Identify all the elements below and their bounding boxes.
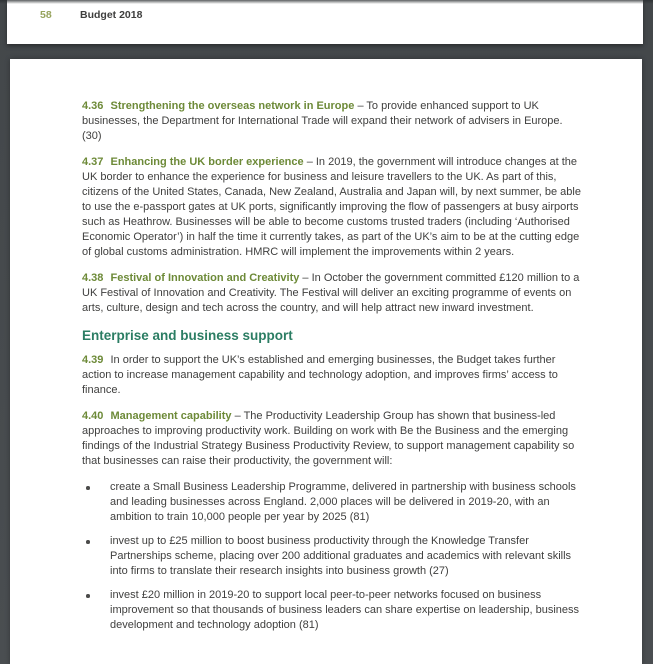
paragraph-4-39 — [82, 353, 585, 398]
paragraph-body: – In 2019, the government will introduce changes at the UK border to enhance the experience for business and leisure travellers to the UK. As part of this, citizens of the United States, Canada, New Zealand, Australia and Japan will, by next summer, be able to use the e-passport gates at UK ports, significantly improving the flow of passengers at busy airports such as Heathrow. Businesses will be able to become customs trusted traders (including ‘Authorised Economic Operator’) in half the time it currently takes, as part of the UK’s aim to be at the cutting edge of global customs administration. HMRC will implement the improvements within 2 years. — [82, 156, 581, 258]
page-content — [82, 99, 585, 642]
paragraph-body: – In October the government committed £120 million to a UK Festival of Innovation and Creativity. The Festival will deliver an exciting programme of events on arts, culture, design and tech across the country, and will help attract new inward investment. — [82, 272, 580, 314]
page-number: 58 — [40, 9, 52, 21]
bullet-list — [82, 480, 585, 633]
paragraph-body: – The Productivity Leadership Group has shown that business-led approaches to improving productivity work. Building on work with Be the Business and the emerging findings of the Industrial Strategy Business Productivity Review, to support management capability so that businesses can raise their productivity, the government will: — [82, 410, 575, 467]
bullet-dot-icon — [86, 594, 90, 598]
paragraph-number: 4.38 — [82, 272, 104, 284]
bullet-item — [82, 534, 585, 579]
paragraph-4-40 — [82, 409, 585, 469]
paragraph-4-37 — [82, 155, 585, 260]
paragraph-number: 4.40 — [82, 410, 104, 422]
paragraph-number: 4.37 — [82, 156, 104, 168]
page-previous-bottom — [7, 0, 643, 44]
bullet-dot-icon — [86, 540, 90, 544]
bullet-item — [82, 588, 585, 633]
bullet-text: create a Small Business Leadership Programme, delivered in partnership with business schools and leading businesses across England. 2,000 places will be delivered in 2019-20, with an ambition to train 10,000 people per year by 2025 (81) — [110, 481, 576, 523]
paragraph-number: 4.36 — [82, 100, 104, 112]
bullet-dot-icon — [86, 486, 90, 490]
bullet-text: invest up to £25 million to boost business productivity through the Knowledge Transfer Partnerships scheme, placing over 200 additional graduates and academics with relevant skills into firms to translate their research insights into business growth (27) — [110, 535, 572, 577]
running-header-title: Budget 2018 — [80, 9, 143, 21]
paragraph-body: – To provide enhanced support to UK businesses, the Department for International Trade will expand their network of advisers in Europe. (30) — [82, 100, 563, 142]
paragraph-number: 4.39 — [82, 354, 104, 366]
bullet-item — [82, 480, 585, 525]
bullet-text: invest £20 million in 2019-20 to support local peer-to-peer networks focused on business improvement so that thousands of business leaders can share expertise on leadership, business development and technology adoption (81) — [110, 589, 579, 631]
paragraph-4-36 — [82, 99, 585, 144]
paragraph-heading: Enhancing the UK border experience — [110, 156, 304, 168]
running-header — [40, 9, 142, 21]
page-current — [10, 59, 642, 664]
paragraph-4-38 — [82, 271, 585, 316]
paragraph-heading: Management capability — [110, 410, 232, 422]
paragraph-heading: Festival of Innovation and Creativity — [110, 272, 300, 284]
paragraph-heading: Strengthening the overseas network in Europe — [110, 100, 355, 112]
section-heading: Enterprise and business support — [82, 328, 293, 343]
paragraph-body: In order to support the UK’s established and emerging businesses, the Budget takes further action to increase management capability and technology adoption, and improves firms’ access to finance. — [82, 354, 558, 396]
